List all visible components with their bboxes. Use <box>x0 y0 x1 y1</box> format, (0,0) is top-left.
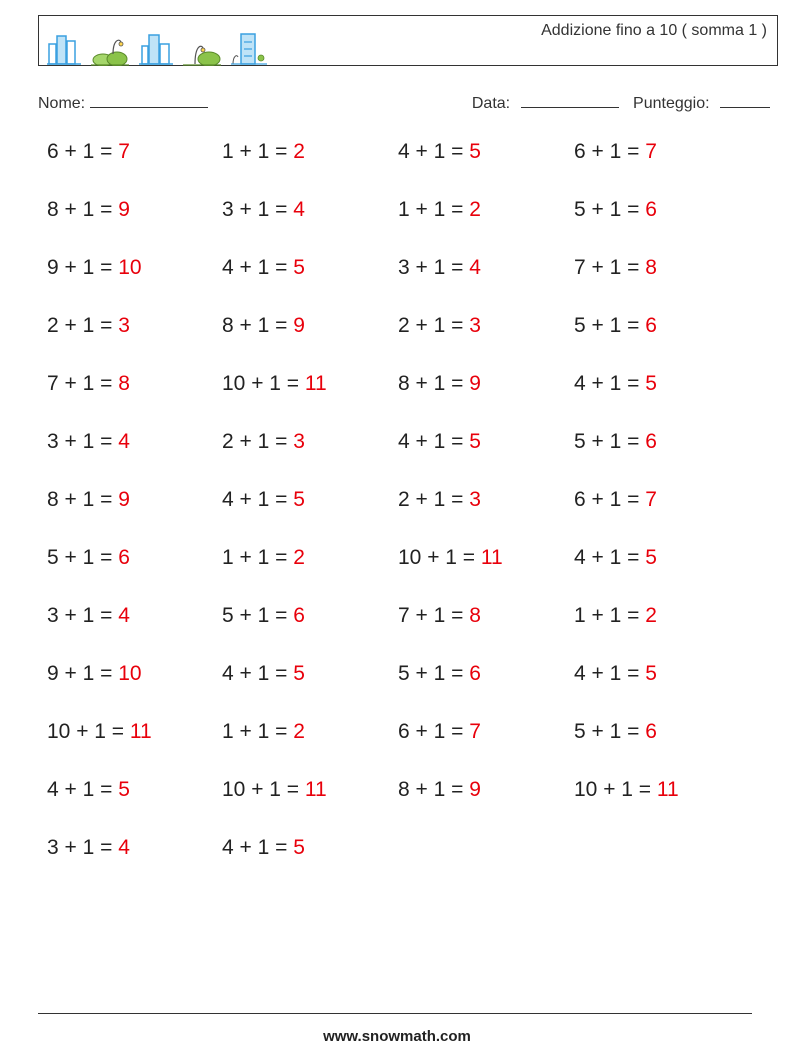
problem-item <box>574 546 657 570</box>
date-score-fields <box>466 93 770 113</box>
name-label: Nome: <box>38 95 86 112</box>
problem-question: 6 + 1 = <box>574 140 646 163</box>
problem-question: 8 + 1 = <box>398 372 470 395</box>
problem-answer: 2 <box>645 604 657 627</box>
problem-answer: 11 <box>656 778 679 801</box>
tower-building-icon <box>231 32 267 66</box>
problem-answer: 6 <box>645 720 657 743</box>
problem-answer: 7 <box>645 488 657 511</box>
problem-question: 1 + 1 = <box>574 604 646 627</box>
problem-question: 5 + 1 = <box>574 430 646 453</box>
problem-answer: 10 <box>118 662 142 685</box>
problem-item <box>47 372 130 396</box>
footer-url: www.snowmath.com <box>323 1028 471 1045</box>
problem-answer: 5 <box>118 778 130 801</box>
problem-item <box>398 140 481 164</box>
problem-question: 10 + 1 = <box>222 778 305 801</box>
problem-item <box>47 488 130 512</box>
problem-answer: 4 <box>118 430 130 453</box>
problem-item <box>47 546 130 570</box>
date-label: Data: <box>471 95 511 112</box>
problem-answer: 11 <box>304 778 327 801</box>
problem-item <box>222 662 305 686</box>
problem-answer: 2 <box>469 198 481 221</box>
problem-question: 5 + 1 = <box>398 662 470 685</box>
worksheet-header <box>38 15 778 66</box>
problem-question: 1 + 1 = <box>222 140 294 163</box>
problem-question: 2 + 1 = <box>398 314 470 337</box>
problem-answer: 8 <box>645 256 657 279</box>
problem-item <box>222 604 305 628</box>
problem-answer: 5 <box>293 256 305 279</box>
problem-question: 5 + 1 = <box>574 720 646 743</box>
problem-item <box>398 488 481 512</box>
name-blank[interactable] <box>90 93 208 108</box>
problem-answer: 5 <box>645 662 657 685</box>
problem-answer: 5 <box>293 488 305 511</box>
problem-question: 4 + 1 = <box>47 778 119 801</box>
problem-question: 8 + 1 = <box>47 198 119 221</box>
problem-item <box>222 140 305 164</box>
problem-question: 3 + 1 = <box>398 256 470 279</box>
problem-item <box>574 198 657 222</box>
problem-question: 2 + 1 = <box>47 314 119 337</box>
problem-question: 5 + 1 = <box>574 198 646 221</box>
problem-item <box>47 604 130 628</box>
problem-question: 3 + 1 = <box>47 836 119 859</box>
problem-question: 7 + 1 = <box>398 604 470 627</box>
problem-question: 1 + 1 = <box>222 720 294 743</box>
worksheet-title: Addizione fino a 10 ( somma 1 ) <box>541 22 767 39</box>
problem-answer: 10 <box>118 256 142 279</box>
problem-answer: 3 <box>469 314 481 337</box>
problem-item <box>47 430 130 454</box>
problem-item <box>222 546 305 570</box>
problem-question: 4 + 1 = <box>398 140 470 163</box>
problem-question: 10 + 1 = <box>222 372 305 395</box>
problem-item <box>222 488 305 512</box>
problem-question: 6 + 1 = <box>574 488 646 511</box>
problem-answer: 6 <box>293 604 305 627</box>
problem-question: 5 + 1 = <box>574 314 646 337</box>
problem-item <box>222 720 305 744</box>
problem-answer: 7 <box>645 140 657 163</box>
footer-divider <box>38 1013 752 1014</box>
problem-item <box>398 546 503 570</box>
problem-question: 10 + 1 = <box>47 720 130 743</box>
problem-item <box>47 256 142 280</box>
problem-item <box>574 662 657 686</box>
problem-answer: 5 <box>293 836 305 859</box>
problem-question: 5 + 1 = <box>222 604 294 627</box>
problem-answer: 9 <box>469 372 481 395</box>
problem-question: 4 + 1 = <box>574 372 646 395</box>
problem-item <box>574 256 657 280</box>
problem-item <box>222 836 305 860</box>
problem-item <box>574 430 657 454</box>
problem-item <box>398 372 481 396</box>
problem-question: 6 + 1 = <box>47 140 119 163</box>
problem-item <box>222 198 305 222</box>
problem-question: 1 + 1 = <box>398 198 470 221</box>
problem-question: 5 + 1 = <box>47 546 119 569</box>
problem-question: 8 + 1 = <box>47 488 119 511</box>
score-blank[interactable] <box>720 93 770 108</box>
problem-item <box>222 778 327 802</box>
problem-answer: 11 <box>129 720 152 743</box>
problem-item <box>222 314 305 338</box>
problem-question: 9 + 1 = <box>47 256 119 279</box>
problem-answer: 6 <box>118 546 130 569</box>
problem-item <box>47 836 130 860</box>
problem-item <box>574 140 657 164</box>
problem-item <box>574 720 657 744</box>
problem-question: 4 + 1 = <box>222 662 294 685</box>
problem-answer: 6 <box>645 314 657 337</box>
problem-answer: 3 <box>293 430 305 453</box>
problem-item <box>398 198 481 222</box>
problem-item <box>574 604 657 628</box>
problem-answer: 2 <box>293 546 305 569</box>
problem-answer: 9 <box>118 488 130 511</box>
problem-question: 7 + 1 = <box>574 256 646 279</box>
problem-answer: 9 <box>469 778 481 801</box>
problem-item <box>398 256 481 280</box>
problem-item <box>398 314 481 338</box>
problem-item <box>47 662 142 686</box>
problem-answer: 7 <box>469 720 481 743</box>
problem-answer: 4 <box>118 604 130 627</box>
problem-question: 10 + 1 = <box>398 546 481 569</box>
problem-question: 2 + 1 = <box>222 430 294 453</box>
problem-answer: 2 <box>293 720 305 743</box>
date-blank[interactable] <box>521 93 619 108</box>
problem-item <box>222 430 305 454</box>
problem-answer: 11 <box>480 546 503 569</box>
city-buildings-icon <box>139 32 173 66</box>
problem-question: 4 + 1 = <box>574 546 646 569</box>
problem-item <box>398 720 481 744</box>
problem-answer: 8 <box>118 372 130 395</box>
problem-answer: 5 <box>645 372 657 395</box>
problem-answer: 5 <box>469 140 481 163</box>
problem-item <box>47 198 130 222</box>
score-label: Punteggio: <box>633 95 710 112</box>
problem-question: 9 + 1 = <box>47 662 119 685</box>
problem-question: 3 + 1 = <box>222 198 294 221</box>
problem-item <box>47 778 130 802</box>
problem-question: 3 + 1 = <box>47 430 119 453</box>
problem-answer: 8 <box>469 604 481 627</box>
problem-question: 4 + 1 = <box>222 836 294 859</box>
problem-item <box>47 314 130 338</box>
problem-answer: 4 <box>118 836 130 859</box>
problem-question: 4 + 1 = <box>222 256 294 279</box>
city-buildings-icon <box>47 32 81 66</box>
problem-answer: 7 <box>118 140 130 163</box>
header-icons <box>47 26 267 66</box>
problem-question: 4 + 1 = <box>574 662 646 685</box>
problem-question: 6 + 1 = <box>398 720 470 743</box>
problem-answer: 5 <box>293 662 305 685</box>
problem-question: 8 + 1 = <box>398 778 470 801</box>
problem-question: 8 + 1 = <box>222 314 294 337</box>
problem-question: 4 + 1 = <box>222 488 294 511</box>
problem-item <box>222 372 327 396</box>
problem-item <box>398 604 481 628</box>
problem-item <box>398 662 481 686</box>
problem-question: 7 + 1 = <box>47 372 119 395</box>
problem-answer: 5 <box>645 546 657 569</box>
problem-question: 4 + 1 = <box>398 430 470 453</box>
problem-answer: 4 <box>293 198 305 221</box>
problem-item <box>47 140 130 164</box>
problem-answer: 5 <box>469 430 481 453</box>
problem-answer: 11 <box>304 372 327 395</box>
problem-item <box>398 778 481 802</box>
problem-question: 2 + 1 = <box>398 488 470 511</box>
name-field <box>38 93 208 113</box>
problem-item <box>222 256 305 280</box>
problem-item <box>398 430 481 454</box>
park-lamp-icon <box>183 32 221 66</box>
problem-question: 1 + 1 = <box>222 546 294 569</box>
problem-item <box>574 488 657 512</box>
problem-answer: 9 <box>118 198 130 221</box>
problem-answer: 2 <box>293 140 305 163</box>
problem-answer: 4 <box>469 256 481 279</box>
problem-item <box>574 778 679 802</box>
problem-item <box>47 720 152 744</box>
park-lamp-icon <box>91 32 129 66</box>
problem-question: 3 + 1 = <box>47 604 119 627</box>
problem-answer: 3 <box>118 314 130 337</box>
problem-answer: 9 <box>293 314 305 337</box>
problem-answer: 3 <box>469 488 481 511</box>
problem-item <box>574 372 657 396</box>
problem-answer: 6 <box>469 662 481 685</box>
problem-question: 10 + 1 = <box>574 778 657 801</box>
problem-item <box>574 314 657 338</box>
problem-answer: 6 <box>645 430 657 453</box>
problem-answer: 6 <box>645 198 657 221</box>
